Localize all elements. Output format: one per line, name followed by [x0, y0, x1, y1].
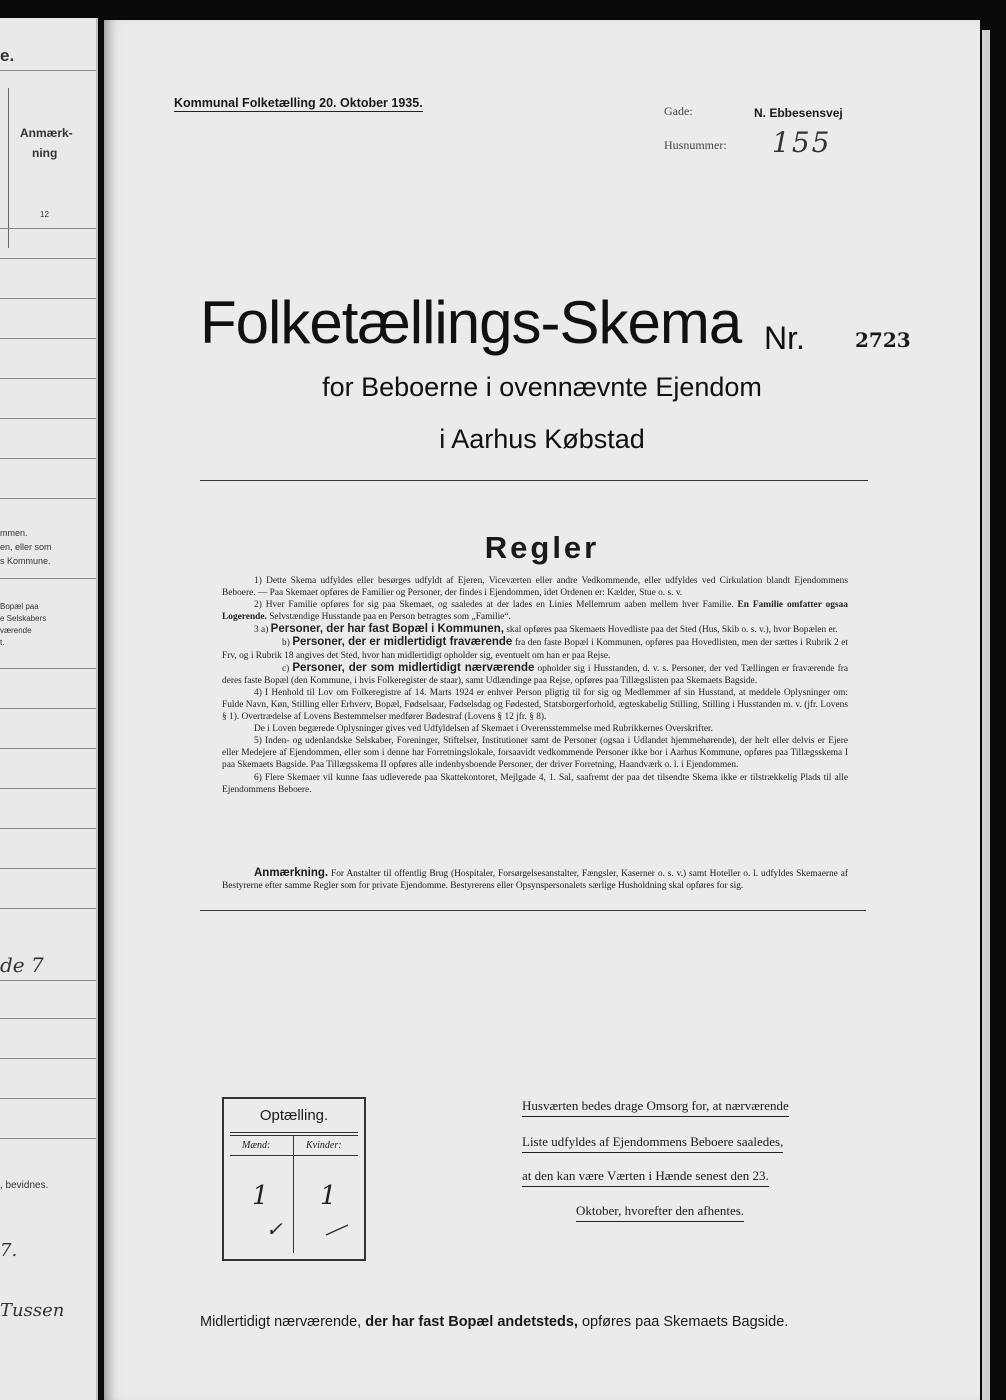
- rule-3c: c) Personer, der som midlertidigt nærværende opholder sig i Husstanden, d. v. s. Personer, der ved Tællingen er fraværende fra deres faste Bopæl (den Kommune, i hvis Folkeregister de staar), samt Udlændinge paa Rejse, opføres paa Tillægslisten paa Skemaets Bagside.: [222, 661, 849, 686]
- divider: [0, 578, 96, 579]
- kvinder-count-value: 1: [320, 1181, 337, 1211]
- count-box-title: Optælling.: [259, 1107, 329, 1124]
- left-page-fragment: 12: [40, 210, 49, 219]
- left-page-fragment: , bevidnes.: [0, 1180, 49, 1191]
- maend-label: Mænd:: [242, 1140, 271, 1151]
- divider: [0, 298, 96, 299]
- divider: [8, 88, 9, 248]
- annotation-label: Anmærkning.: [254, 867, 329, 879]
- left-page-fragment: mmen.: [0, 528, 28, 538]
- notice-line-4: Oktober, hvorefter den afhentes.: [576, 1203, 744, 1222]
- form-number-label: Nr.: [764, 320, 805, 356]
- check-mark-icon: ✓: [266, 1217, 283, 1241]
- census-header-title: Kommunal Folketælling 20. Oktober 1935.: [174, 96, 423, 110]
- gade-value: N. Ebbesensvej: [754, 106, 843, 120]
- divider: [0, 1138, 96, 1139]
- divider: [0, 1098, 96, 1099]
- form-subtitle: for Beboerne i ovennævnte Ejendom: [322, 372, 762, 402]
- divider: [200, 480, 868, 481]
- left-page-fragment: s Kommune.: [0, 556, 51, 566]
- divider: [230, 1155, 358, 1156]
- left-page-fragment: en, eller som: [0, 542, 52, 552]
- husnummer-value: 155: [772, 126, 832, 159]
- rule-1: 1) Dette Skema udfyldes eller besørges udfyldt af Ejeren, Viceværten eller andre Vedkommende, eller udfyldes ved Cirkulation blandt Ejendommens Beboere. — Paa Skemaet opføres de Familier og Personer, der findes i Ejendommen, idet Ordenen er: Kælder, Stue o. s. v.: [222, 576, 848, 599]
- rule-5: 5) Inden- og udenlandske Selskaber, Foreninger, Stiftelser, Institutioner samt de Personer (ogsaa i Udlandet hjemmehørende), der helt eller delvis er Ejere eller Medejere af Ejendommen, eller som i denne har Forretningslokale, forsaavidt vedkommende Personer ikke bor i Aarhus Kommune, opføres paa Tillægsskema I paa Skemaets Bagside. Paa Tillægsskema II opføres alle indenbysboende Personer, der driver Forretning, Haandværk o. l. i Ejendommen.: [222, 736, 848, 771]
- tick-mark-icon: [324, 1223, 350, 1237]
- notice-line-1: Husværten bedes drage Omsorg for, at nærværende: [522, 1098, 789, 1117]
- divider: [0, 868, 96, 869]
- left-page-fragment: Tussen: [0, 1300, 65, 1321]
- left-page-fragment: Anmærk-: [20, 126, 73, 140]
- left-page-fragment: t.: [0, 638, 5, 647]
- divider: [0, 70, 96, 71]
- divider: [0, 908, 96, 909]
- divider: [0, 338, 96, 339]
- footer-note: Midlertidigt nærværende, der har fast Bopæl andetsteds, opføres paa Skemaets Bagside.: [200, 1314, 789, 1330]
- form-number-value: 2723: [855, 328, 911, 352]
- annotation-note: [222, 867, 848, 892]
- divider: [0, 458, 96, 459]
- divider: [0, 1058, 96, 1059]
- page-edge: [982, 30, 990, 1400]
- left-page-fragment: e.: [0, 46, 15, 65]
- rule-3b: b) Personer, der er midlertidigt fraværende fra den faste Bopæl i Kommunen, opføres paa Hovedlisten, men der sættes i Rubrik 2 et Frv, og i Rubrik 18 angives det Sted, hvor han midlertidigt opholder sig, eventuelt om han er paa Rejse.: [222, 636, 848, 661]
- divider: [0, 828, 96, 829]
- maend-count-value: 1: [252, 1181, 269, 1211]
- left-page-fragment: e Selskabers: [0, 614, 47, 623]
- left-facing-page: [0, 18, 98, 1400]
- divider: [200, 910, 866, 911]
- form-subtitle-city: i Aarhus Købstad: [439, 424, 645, 454]
- left-page-fragment: værende: [0, 626, 32, 635]
- notice-line-3: at den kan være Værten i Hænde senest den 23.: [522, 1168, 769, 1187]
- divider: [0, 708, 96, 709]
- rule-2: 2) Hver Familie opføres for sig paa Skemaet, og saaledes at der lades en Linies Mellemrum aaben mellem hver Familie. En Familie omfatter ogsaa Logerende. Selvstændige Husstande paa en Person betragtes som „Familie“.: [222, 600, 848, 623]
- divider: [230, 1135, 358, 1136]
- form-title: Folketællings-Skema: [200, 289, 742, 356]
- notice-line-2: Liste udfyldes af Ejendommens Beboere saaledes,: [522, 1134, 783, 1153]
- divider: [0, 788, 96, 789]
- left-page-fragment: 7.: [0, 1240, 18, 1261]
- divider: [0, 980, 96, 981]
- divider: [0, 668, 96, 669]
- kvinder-label: Kvinder:: [306, 1140, 342, 1151]
- rule-4-note: De i Loven begærede Oplysninger gives ved Udfyldelsen af Skemaet i Overensstemmelse med Rubrikkernes Overskrifter.: [254, 724, 713, 735]
- divider: [230, 1132, 358, 1133]
- divider: [0, 1018, 96, 1019]
- left-page-fragment: de 7: [0, 953, 44, 977]
- gade-label: Gade:: [664, 104, 693, 118]
- left-page-fragment: ning: [32, 146, 58, 160]
- divider: [0, 418, 96, 419]
- rules-heading: Regler: [484, 530, 600, 565]
- divider: [0, 258, 96, 259]
- left-page-fragment: Bopæl paa: [0, 602, 39, 611]
- divider: [0, 498, 96, 499]
- divider: [0, 378, 96, 379]
- rule-4: 4) I Henhold til Lov om Folkeregistre af 14. Marts 1924 er enhver Person pligtig til for sig og Medlemmer af sin Husstand, at meddele Oplysninger om: Fulde Navn, Køn, Stilling eller Erhverv, Bopæl, Fødselsaar, Fødselsdag og Fødested, Statsborgerforhold, ægteskabelig Stilling, Stilling i Husstanden m. v. (jfr. Lovens § 1). Overtrædelse af Lovens Bestemmelser medfører Bødestraf (Lovens § 12 jfr. § 8).: [222, 687, 848, 723]
- divider: [0, 228, 96, 229]
- count-box: [222, 1097, 366, 1261]
- divider: [0, 748, 96, 749]
- annotation-text: For Anstalter til offentlig Brug (Hospitaler, Forsørgelsesanstalter, Fængsler, Kaserner o. s. v.) samt Hoteller o. l. udfyldes Skemaerne af Bestyrerne efter samme Regler som for private Ejendomme. Bestyrerens eller Opsynspersonalets særlige Husholdning skal opføres for sig.: [222, 869, 848, 892]
- rules-text: [222, 575, 848, 796]
- rule-3a: 3 a) Personer, der har fast Bopæl i Kommunen, skal opføres paa Skemaets Hovedliste paa det Sted (Hus, Skib o. s. v.), hvor Bopælen er.: [254, 623, 838, 636]
- census-form-page: [104, 20, 980, 1400]
- husnummer-label: Husnummer:: [664, 138, 727, 152]
- divider: [293, 1135, 294, 1253]
- rule-6: 6) Flere Skemaer vil kunne faas udleverede paa Skattekontoret, Mejlgade 4, 1. Sal, saafremt der paa det tilsendte Skema ikke er tilstrækkelig Plads til alle Ejendommens Beboere.: [222, 772, 848, 795]
